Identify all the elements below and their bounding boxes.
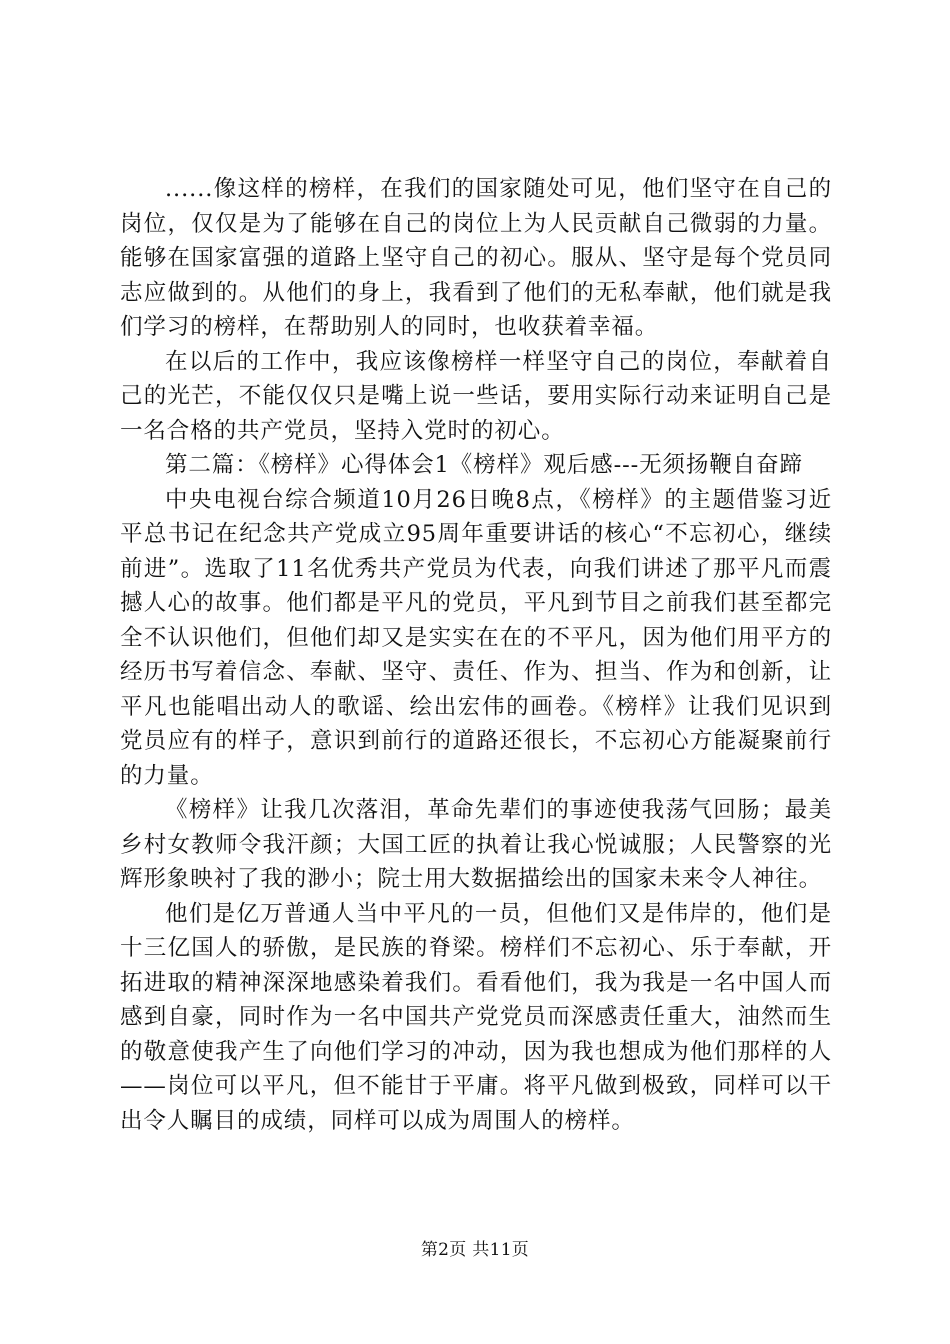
document-body [120, 172, 832, 1138]
paragraph-3: 中央电视台综合频道10月26日晚8点，《榜样》的主题借鉴习近平总书记在纪念共产党成立95周年重要讲话的核心“不忘初心，继续前进”。选取了11名优秀共产党员为代表，向我们讲述了那平凡而震撼人心的故事。他们都是平凡的党员，平凡到节目之前我们甚至都完全不认识他们，但他们却又是实实在在的不平凡，因为他们用平方的经历书写着信念、奉献、坚守、责任、作为、担当、作为和创新，让平凡也能唱出动人的歌谣、绘出宏伟的画卷。《榜样》让我们见识到党员应有的样子，意识到前行的道路还很长，不忘初心方能凝聚前行的力量。 [120, 486, 832, 789]
paragraph-1: ......像这样的榜样，在我们的国家随处可见，他们坚守在自己的岗位，仅仅是为了能够在自己的岗位上为人民贡献自己微弱的力量。能够在国家富强的道路上坚守自己的初心。服从、坚守是每个党员同志应做到的。从他们的身上，我看到了他们的无私奉献，他们就是我们学习的榜样，在帮助别人的同时，也收获着幸福。 [120, 176, 832, 340]
section-heading: 第二篇：《榜样》心得体会1《榜样》观后感---无须扬鞭自奋蹄 [165, 452, 803, 478]
page-footer [0, 1238, 950, 1262]
paragraph-2: 在以后的工作中，我应该像榜样一样坚守自己的岗位，奉献着自己的光芒，不能仅仅只是嘴上说一些话，要用实际行动来证明自己是一名合格的共产党员，坚持入党时的初心。 [120, 348, 832, 444]
page-number-label: 第2页 共11页 [420, 1240, 530, 1260]
paragraph-4: 《榜样》让我几次落泪，革命先辈们的事迹使我荡气回肠；最美乡村女教师令我汗颜；大国工匠的执着让我心悦诚服；人民警察的光辉形象映衬了我的渺小；院士用大数据描绘出的国家未来令人神往。 [120, 797, 832, 892]
paragraph-5: 他们是亿万普通人当中平凡的一员，但他们又是伟岸的，他们是十三亿国人的骄傲，是民族的脊梁。榜样们不忘初心、乐于奉献，开拓进取的精神深深地感染着我们。看看他们，我为我是一名中国人而感到自豪，同时作为一名中国共产党党员而深感责任重大，油然而生的敬意使我产生了向他们学习的冲动，因为我也想成为他们那样的人——岗位可以平凡，但不能甘于平庸。将平凡做到极致，同样可以干出令人瞩目的成绩，同样可以成为周围人的榜样。 [120, 900, 832, 1134]
